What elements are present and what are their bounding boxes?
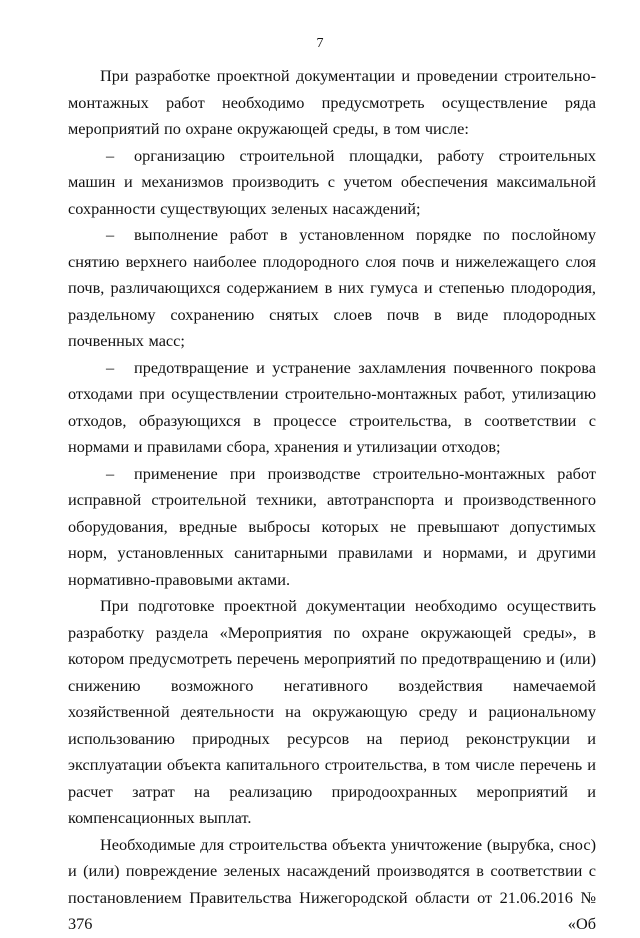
page-number: 7: [316, 36, 324, 51]
list-item-text: выполнение работ в установленном порядке по послойному снятию верхнего наиболее плодородного слоя почв и нижележащего слоя почв, различающихся содержанием в них гумуса и степенью плодородия, раздельному сохранению снятых слоев почв в виде плодородных почвенных масс;: [68, 225, 596, 350]
bullet-dash: –: [106, 145, 115, 165]
list-item-text: предотвращение и устранение захламления почвенного покрова отходами при осуществлении строительно-монтажных работ, утилизацию отходов, образующихся в процессе строительства, в соответствии с нормами и правилами сбора, хранения и утилизации отходов;: [68, 357, 596, 456]
bullet-dash: –: [106, 463, 115, 483]
paragraph-environmental-section: При подготовке проектной документации необходимо осуществить разработку раздела «Мероприятия по охране окружающей среды», в котором предусмотреть перечень мероприятий по предотвращению и (или) снижению возможного негативного воздействия намечаемой хозяйственной деятельности на окружающую среду и рациональному использованию природных ресурсов на период реконструкции и эксплуатации объекта капитального строительства, в том числе перечень и расчет затрат на реализацию природоохранных мероприятий и компенсационных выплат.: [68, 596, 596, 827]
paragraph-environmental-measures-intro: При разработке проектной документации и проведении строительно-монтажных работ необходимо предусмотреть осуществление ряда мероприятий по охране окружающей среды, в том числе:: [68, 66, 596, 138]
list-item-waste-prevention: [68, 355, 596, 461]
list-item-text: применение при производстве строительно-монтажных работ исправной строительной техники, автотранспорта и производственного оборудования, вредные выбросы которых не превышают допустимых норм, установленных санитарными правилами и нормами, и другими нормативно-правовыми актами.: [68, 463, 596, 589]
list-item-soil-removal: [68, 222, 596, 355]
bullet-dash: –: [106, 357, 115, 377]
list-item-text: организацию строительной площадки, работу строительных машин и механизмов производить с учетом обеспечения максимальной сохранности существующих зеленых насаждений;: [68, 145, 596, 218]
list-item-construction-site: [68, 143, 596, 223]
paragraph-green-spaces: Необходимые для строительства объекта уничтожение (вырубка, снос) и (или) повреждение зеленых насаждений производятся в соответствии с постановлением Правительства Нижегородской области от 21.06.2016 № 376 «Об: [68, 834, 596, 933]
list-item-equipment: [68, 461, 596, 594]
bullet-dash: –: [106, 225, 115, 244]
document-body: [68, 63, 596, 938]
